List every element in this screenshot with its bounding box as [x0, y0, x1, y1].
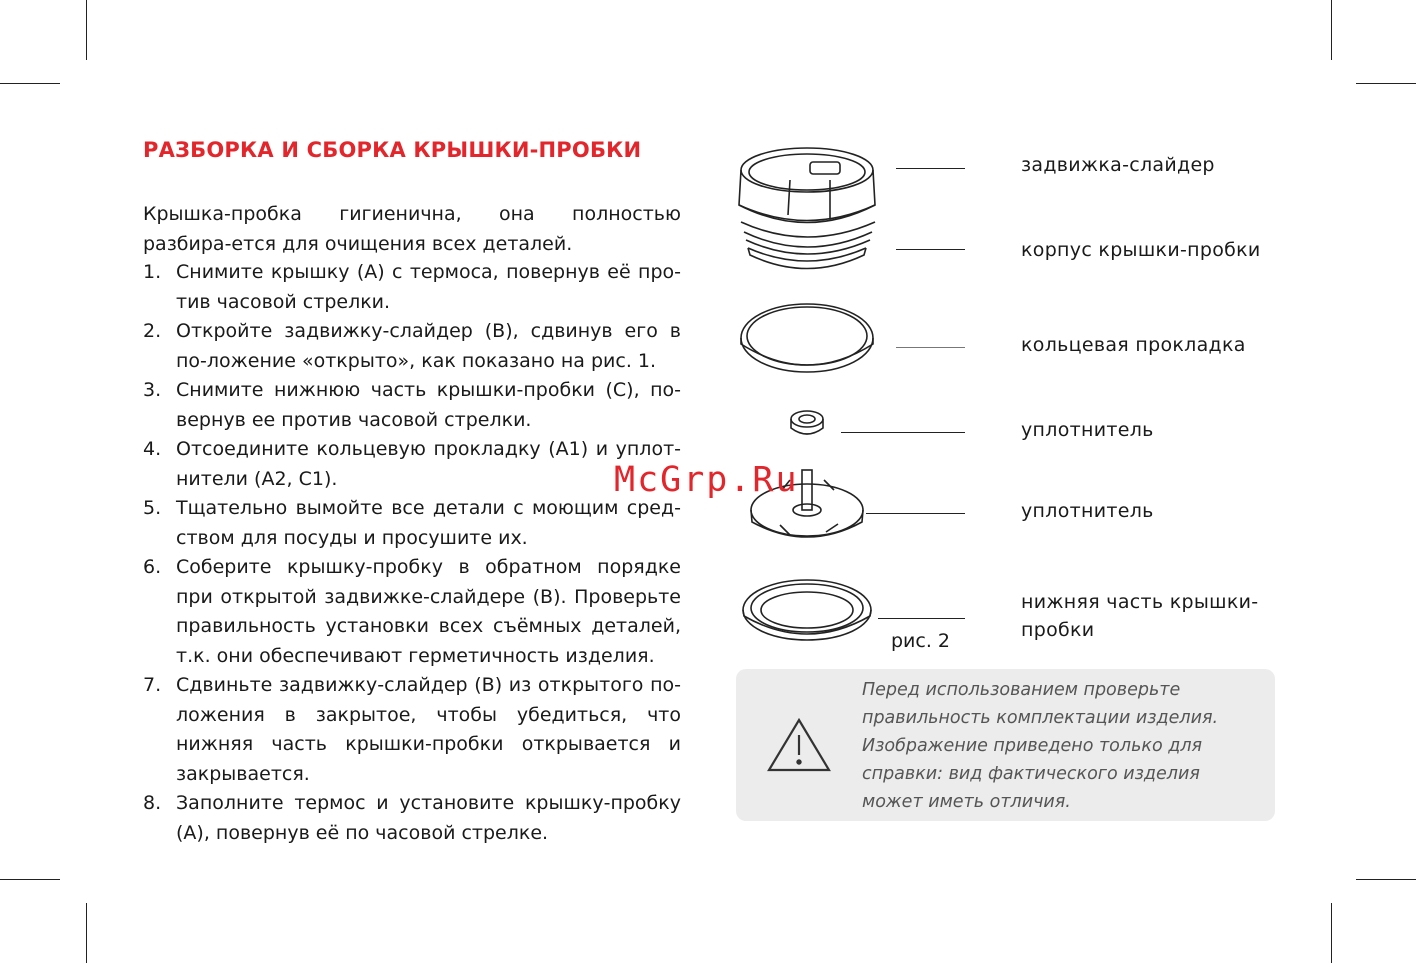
- step-number: 7.: [143, 674, 162, 696]
- part-label-bottom: нижняя часть крышки-пробки: [1021, 591, 1259, 641]
- part-label-lid-body: корпус крышки-пробки: [1021, 239, 1261, 261]
- crop-mark: [86, 0, 87, 60]
- step-item: [143, 553, 681, 671]
- crop-mark: [0, 879, 60, 880]
- leader-line: [896, 168, 965, 169]
- step-text: Снимите нижнюю часть крышки-пробки (С), по-вернув ее против часовой стрелки.: [176, 379, 681, 431]
- step-text: Откройте задвижку-слайдер (В), сдвинув его в по-ложение «открыто», как показано на рис. 1.: [176, 320, 681, 372]
- part-label-seal-2: уплотнитель: [1021, 500, 1154, 522]
- crop-mark: [1356, 879, 1416, 880]
- leader-line: [878, 618, 965, 619]
- seal-small-illustration: [791, 411, 823, 434]
- step-number: 8.: [143, 792, 162, 814]
- step-text: Снимите крышку (А) с термоса, повернув её про-тив часовой стрелки.: [176, 261, 681, 313]
- step-text: Тщательно вымойте все детали с моющим сред-ством для посуды и просушите их.: [176, 497, 681, 549]
- lid-body-illustration: [741, 222, 875, 269]
- step-text: Заполните термос и установите крышку-пробку (А), повернув её по часовой стрелке.: [176, 792, 681, 844]
- steps-list: [143, 258, 681, 848]
- step-number: 1.: [143, 261, 162, 283]
- step-number: 6.: [143, 556, 162, 578]
- step-number: 3.: [143, 379, 162, 401]
- section-title: РАЗБОРКА И СБОРКА КРЫШКИ-ПРОБКИ: [143, 138, 642, 162]
- leader-line: [866, 513, 965, 514]
- lid-slider-illustration: [739, 148, 875, 223]
- warning-note-text: Перед использованием проверьте правильность комплектации изделия. Изображение приведено только для справки: вид фактического изделия может иметь отличия.: [862, 680, 1219, 812]
- warning-triangle-icon: [766, 717, 832, 773]
- step-item: [143, 258, 681, 317]
- ring-gasket-illustration: [741, 304, 873, 372]
- exploded-view-figure: [730, 140, 890, 660]
- step-item: [143, 435, 681, 494]
- step-item: [143, 317, 681, 376]
- part-label-slider: задвижка-слайдер: [1021, 154, 1215, 176]
- watermark: McGrp.Ru: [614, 460, 799, 500]
- step-text: Сдвиньте задвижку-слайдер (В) из открытого по-ложения в закрытое, чтобы убедиться, что нижняя часть крышки-пробки открывается и закрывается.: [176, 674, 681, 785]
- crop-mark: [1356, 83, 1416, 84]
- step-number: 5.: [143, 497, 162, 519]
- part-label-seal: уплотнитель: [1021, 419, 1154, 441]
- part-label-ring-gasket: кольцевая прокладка: [1021, 334, 1246, 356]
- step-text: Отсоедините кольцевую прокладку (А1) и уплот-нители (А2, С1).: [176, 438, 681, 490]
- step-item: [143, 376, 681, 435]
- step-number: 4.: [143, 438, 162, 460]
- lid-bottom-illustration: [743, 580, 871, 640]
- step-item: [143, 494, 681, 553]
- step-item: [143, 789, 681, 848]
- crop-mark: [86, 903, 87, 963]
- crop-mark: [0, 83, 60, 84]
- step-number: 2.: [143, 320, 162, 342]
- intro-paragraph: Крышка-пробка гигиенична, она полностью разбира-ется для очищения всех деталей.: [143, 203, 681, 255]
- crop-mark: [1331, 903, 1332, 963]
- step-text: Соберите крышку-пробку в обратном порядке при открытой задвижке-слайдере (В). Проверьте правильность установки всех съёмных деталей, т.к. они обеспечивают герметичность изделия.: [176, 556, 681, 667]
- figure-caption: рис. 2: [891, 630, 951, 652]
- step-item: [143, 671, 681, 789]
- leader-line: [896, 249, 965, 250]
- warning-note: [736, 669, 1275, 821]
- crop-mark: [1331, 0, 1332, 60]
- leader-line: [896, 347, 965, 348]
- leader-line: [841, 432, 965, 433]
